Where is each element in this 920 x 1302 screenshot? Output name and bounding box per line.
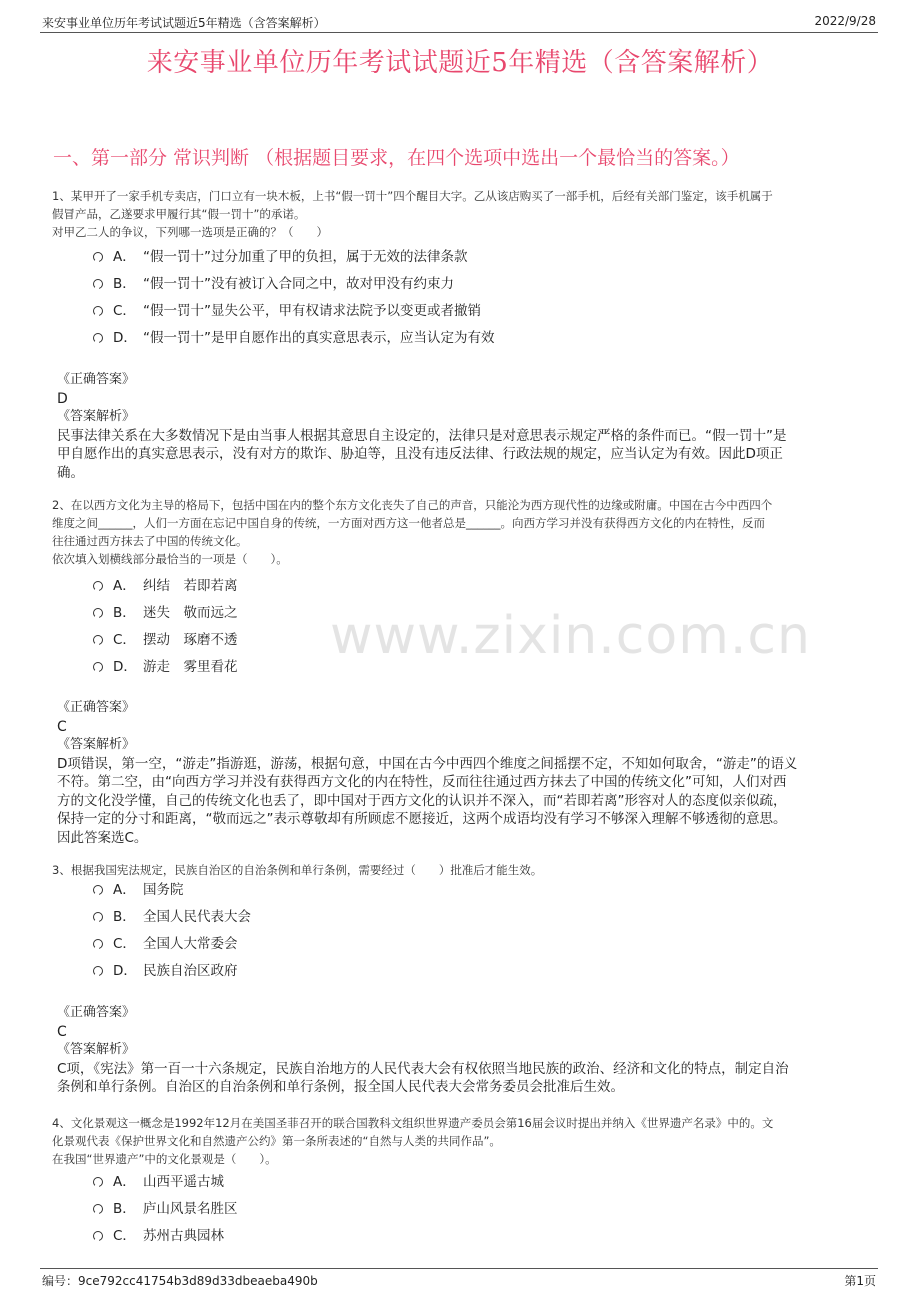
option-letter: A． <box>113 1174 136 1190</box>
option-text: 纠结 若即若离 <box>143 578 238 594</box>
question-4-text <box>52 1114 872 1168</box>
radio-button-icon[interactable] <box>93 1231 103 1241</box>
question-text-line: 依次填入划横线部分最恰当的一项是（ ）。 <box>52 552 288 566</box>
radio-button-icon[interactable] <box>93 333 103 343</box>
radio-button-icon[interactable] <box>93 635 103 645</box>
analysis-line: C项，《宪法》第一百一十六条规定，民族自治地方的人民代表大会有权依照当地民族的政治、经济和文化的特点，制定自治 <box>57 1060 789 1077</box>
question-1-text <box>52 187 872 241</box>
question-text-line: 3、根据我国宪法规定，民族自治区的自治条例和单行条例，需要经过（ ）批准后才能生效。 <box>52 863 543 877</box>
question-4-option-a[interactable] <box>93 1171 224 1193</box>
option-text: 庐山风景名胜区 <box>143 1201 238 1217</box>
question-1-option-a[interactable] <box>93 246 468 268</box>
analysis-line: D项错误，第一空，“游走”指游逛，游荡，根据句意，中国在古今中西四个维度之间摇摆不定，不知如何取舍，“游走”的语义 <box>57 755 798 772</box>
analysis-label: 《答案解析》 <box>57 737 136 752</box>
document-id: 编号：9ce792cc41754b3d89d33dbeaeba490b <box>42 1274 318 1288</box>
question-text-line: 往往通过西方抹去了中国的传统文化。 <box>52 534 248 548</box>
analysis-label: 《答案解析》 <box>57 409 136 424</box>
question-1-option-d[interactable] <box>93 327 495 349</box>
question-1-answer <box>57 371 857 482</box>
option-text: “假一罚十”是甲自愿作出的真实意思表示，应当认定为有效 <box>143 330 495 346</box>
answer-label: 《正确答案》 <box>57 1005 136 1020</box>
question-2-option-b[interactable] <box>93 602 238 624</box>
question-3-option-a[interactable] <box>93 879 184 901</box>
answer-value: C <box>57 1023 67 1040</box>
answer-label: 《正确答案》 <box>57 372 136 387</box>
analysis-line: 方的文化没学懂，自己的传统文化也丢了，即中国对于西方文化的认识并不深入，而“若即若离”形容对人的态度似亲似疏， <box>57 792 787 809</box>
option-letter: D． <box>113 659 137 675</box>
option-text: 迷失 敬而远之 <box>143 605 238 621</box>
option-text: 苏州古典园林 <box>143 1228 224 1244</box>
radio-button-icon[interactable] <box>93 885 103 895</box>
question-3-option-b[interactable] <box>93 906 251 928</box>
option-letter: A． <box>113 578 136 594</box>
page-number: 第1页 <box>844 1274 876 1288</box>
question-2-option-c[interactable] <box>93 629 238 651</box>
document-title: 来安事业单位历年考试试题近5年精选（含答案解析） <box>146 48 774 78</box>
question-text-line: 假冒产品，乙遂要求甲履行其“假一罚十”的承诺。 <box>52 207 306 221</box>
analysis-line: 因此答案选C。 <box>57 829 148 846</box>
radio-button-icon[interactable] <box>93 279 103 289</box>
option-letter: C． <box>113 936 136 952</box>
question-3-option-c[interactable] <box>93 933 238 955</box>
radio-button-icon[interactable] <box>93 608 103 618</box>
answer-value: C <box>57 718 67 735</box>
radio-button-icon[interactable] <box>93 939 103 949</box>
option-letter: A． <box>113 249 136 265</box>
section-heading: 一、第一部分 常识判断 （根据题目要求，在四个选项中选出一个最恰当的答案。） <box>53 147 740 169</box>
question-3-answer <box>57 1004 857 1097</box>
answer-value: D <box>57 390 68 407</box>
option-letter: B． <box>113 1201 136 1217</box>
option-text: 摆动 琢磨不透 <box>143 632 238 648</box>
option-letter: D． <box>113 330 137 346</box>
header-document-title: 来安事业单位历年考试试题近5年精选（含答案解析） <box>42 16 326 30</box>
analysis-line: 确。 <box>57 464 84 481</box>
header-date: 2022/9/28 <box>814 14 876 28</box>
option-letter: C． <box>113 303 136 319</box>
option-text: 全国人大常委会 <box>143 936 238 952</box>
option-letter: B． <box>113 276 136 292</box>
radio-button-icon[interactable] <box>93 1177 103 1187</box>
page-footer <box>40 1268 878 1289</box>
question-3-text <box>52 861 872 879</box>
option-text: “假一罚十”过分加重了甲的负担，属于无效的法律条款 <box>143 249 468 265</box>
question-4-option-c[interactable] <box>93 1225 224 1247</box>
question-text-line: 4、文化景观这一概念是1992年12月在美国圣菲召开的联合国教科文组织世界遗产委员会第16届会议时提出并纳入《世界遗产名录》中的。文 <box>52 1116 774 1130</box>
watermark: www.zixin.com.cn <box>330 606 811 666</box>
radio-button-icon[interactable] <box>93 912 103 922</box>
option-text: 游走 雾里看花 <box>143 659 238 675</box>
option-letter: C． <box>113 1228 136 1244</box>
question-text-line: 化景观代表《保护世界文化和自然遗产公约》第一条所表述的“自然与人类的共同作品”。 <box>52 1134 501 1148</box>
analysis-line: 民事法律关系在大多数情况下是由当事人根据其意思自主设定的，法律只是对意思表示规定严格的条件而已。“假一罚十”是 <box>57 427 787 444</box>
option-letter: B． <box>113 909 136 925</box>
analysis-label: 《答案解析》 <box>57 1042 136 1057</box>
option-text: 全国人民代表大会 <box>143 909 251 925</box>
radio-button-icon[interactable] <box>93 306 103 316</box>
question-2-text <box>52 496 872 568</box>
question-1-option-b[interactable] <box>93 273 454 295</box>
question-text-line: 1、某甲开了一家手机专卖店，门口立有一块木板，上书“假一罚十”四个醒目大字。乙从该店购买了一部手机，后经有关部门鉴定，该手机属于 <box>52 189 773 203</box>
analysis-line: 不符。第二空，由“向西方学习并没有获得西方文化的内在特性，反而往往通过西方抹去了中国的传统文化”可知，人们对西 <box>57 774 787 790</box>
radio-button-icon[interactable] <box>93 252 103 262</box>
question-2-answer <box>57 699 857 847</box>
question-text-line: 在我国“世界遗产”中的文化景观是（ ）。 <box>52 1152 277 1166</box>
option-letter: D． <box>113 963 137 979</box>
page-header <box>40 12 878 33</box>
analysis-line: 条例和单行条例。自治区的自治条例和单行条例，报全国人民代表大会常务委员会批准后生效。 <box>57 1079 624 1095</box>
question-text-line: 2、在以西方文化为主导的格局下，包括中国在内的整个东方文化丧失了自己的声音，只能沦为西方现代性的边缘或附庸。中国在古今中西四个 <box>52 498 773 512</box>
radio-button-icon[interactable] <box>93 1204 103 1214</box>
option-text: 民族自治区政府 <box>143 963 238 979</box>
option-text: 山西平遥古城 <box>143 1174 224 1190</box>
question-2-option-d[interactable] <box>93 656 238 678</box>
option-letter: B． <box>113 605 136 621</box>
analysis-line: 甲自愿作出的真实意思表示，没有对方的欺诈、胁迫等，且没有违反法律、行政法规的规定，应当认定为有效。因此D项正 <box>57 446 783 462</box>
question-2-option-a[interactable] <box>93 575 238 597</box>
option-text: “假一罚十”显失公平，甲有权请求法院予以变更或者撤销 <box>143 303 481 319</box>
option-letter: C． <box>113 632 136 648</box>
radio-button-icon[interactable] <box>93 662 103 672</box>
question-4-option-b[interactable] <box>93 1198 238 1220</box>
question-1-option-c[interactable] <box>93 300 481 322</box>
radio-button-icon[interactable] <box>93 581 103 591</box>
option-letter: A． <box>113 882 136 898</box>
option-text: “假一罚十”没有被订入合同之中，故对甲没有约束力 <box>143 276 454 292</box>
question-text-line: 对甲乙二人的争议，下列哪一选项是正确的？（ ） <box>52 225 328 239</box>
radio-button-icon[interactable] <box>93 966 103 976</box>
option-text: 国务院 <box>143 882 184 898</box>
question-3-option-d[interactable] <box>93 960 238 982</box>
analysis-line: 保持一定的分寸和距离，“敬而远之”表示尊敬却有所顾虑不愿接近，这两个成语均没有学习不够深入理解不够透彻的意思。 <box>57 811 787 827</box>
question-text-line: 维度之间______，人们一方面在忘记中国自身的传统，一方面对西方这一他者总是______。向西方学习并没有获得西方文化的内在特性，反而 <box>52 516 765 530</box>
answer-label: 《正确答案》 <box>57 700 136 715</box>
